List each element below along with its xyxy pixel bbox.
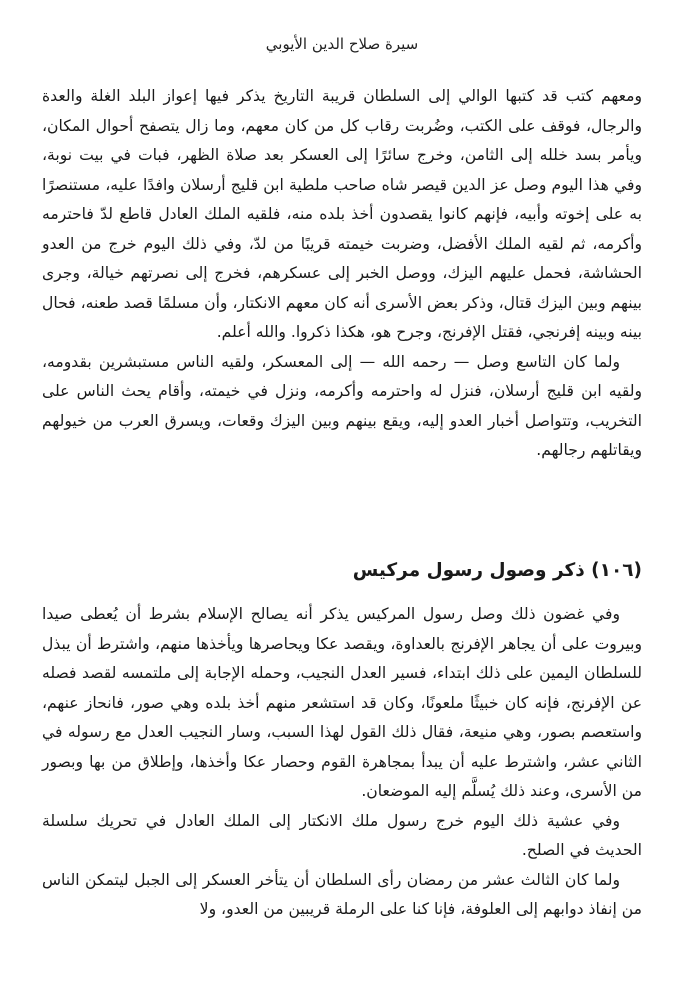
paragraph: ومعهم كتب قد كتبها الوالي إلى السلطان قريبة التاريخ يذكر فيها إعواز البلد الغلة والعدة والرجال، فوقف على الكتب، وضُربت رقاب كل من كان معهم، وما زال يتصفح أحوال المكان، ويأمر بسد خلله إلى الثامن، وخرج سائرًا إلى العسكر بعد صلاة الظهر، فبات في بيت نوبة، وفي هذا اليوم وصل عز الدين قيصر شاه صاحب ملطية ابن قليج أرسلان وافدًا عليه، مستنصرًا به على إخوته وأبيه، فإنهم كانوا يقصدون أخذ بلده منه، فلقيه الملك العادل قاطع لدّ فاحترمه وأكرمه، ثم لقيه الملك الأفضل، وضربت خيمته قريبًا من لدّ، وفي ذلك اليوم خرج من العدو الحشاشة، فحمل عليهم اليزك، ووصل الخبر إلى عسكرهم، فخرج إلى نصرتهم خيالة، وجرى بينهم وبين اليزك قتال، وذكر بعض الأسرى أنه كان معهم الانكتار، وأن مسلمًا قصد طعنه، فحال بينه وبينه إفرنجي، فقتل الإفرنج، وجرح هو، هكذا ذكروا. والله أعلم. — [42, 87, 642, 341]
paragraph: وفي عشية ذلك اليوم خرج رسول ملك الانكتار إلى الملك العادل في تحريك سلسلة الحديث في الصلح. — [42, 811, 642, 859]
section-heading: (١٠٦) ذكر وصول رسول مركيس — [352, 560, 642, 581]
paragraph: وفي غضون ذلك وصل رسول المركيس يذكر أنه يصالح الإسلام بشرط أن يُعطى صيدا وبيروت على أن يجاهر الإفرنج بالعداوة، ويقصد عكا ويحاصرها ويأخذها منهم، واشترط أن يبذل للسلطان اليمين على ذلك ابتداء، فسير العدل النجيب، وحمله الإجابة إلى ملتمسه لقصد فصله عن الإفرنج، فإنه كان خبيثًا ملعونًا، وكان قد استشعر منهم أخذ بلده وهي صور، فانحاز عنهم، واستعصم بصور، وهي منيعة، فقال ذلك القول لهذا السبب، وسار النجيب العدل مع رسوله في الثاني عشر، واشترط عليه أن يبدأ بمجاهرة القوم وحصار عكا وأخذها، وإطلاق من بها وبصور من الأسرى، وعند ذلك يُسلَّم إليه الموضعان. — [42, 605, 642, 800]
top-text-block — [42, 82, 642, 466]
paragraph: ولما كان الثالث عشر من رمضان رأى السلطان أن يتأخر العسكر إلى الجبل ليتمكن الناس من إنفاذ دوابهم إلى العلوفة، فإنا كنا على الرملة قريبين من العدو، ولا — [42, 870, 642, 918]
paragraph: ولما كان التاسع وصل — رحمه الله — إلى المعسكر، ولقيه الناس مستبشرين بقدومه، ولقيه ابن قليج أرسلان، فنزل له واحترمه وأكرمه، ونزل في خيمته، وأقام يحث الناس على التخريب، وتتواصل أخبار العدو إليه، ويقع بينهم وبين اليزك وقعات، ويسرق العرب من خيولهم ويقاتلهم رجالهم. — [42, 352, 642, 459]
section-text-block — [42, 600, 642, 925]
running-header: سيرة صلاح الدين الأيوبي — [265, 35, 419, 53]
